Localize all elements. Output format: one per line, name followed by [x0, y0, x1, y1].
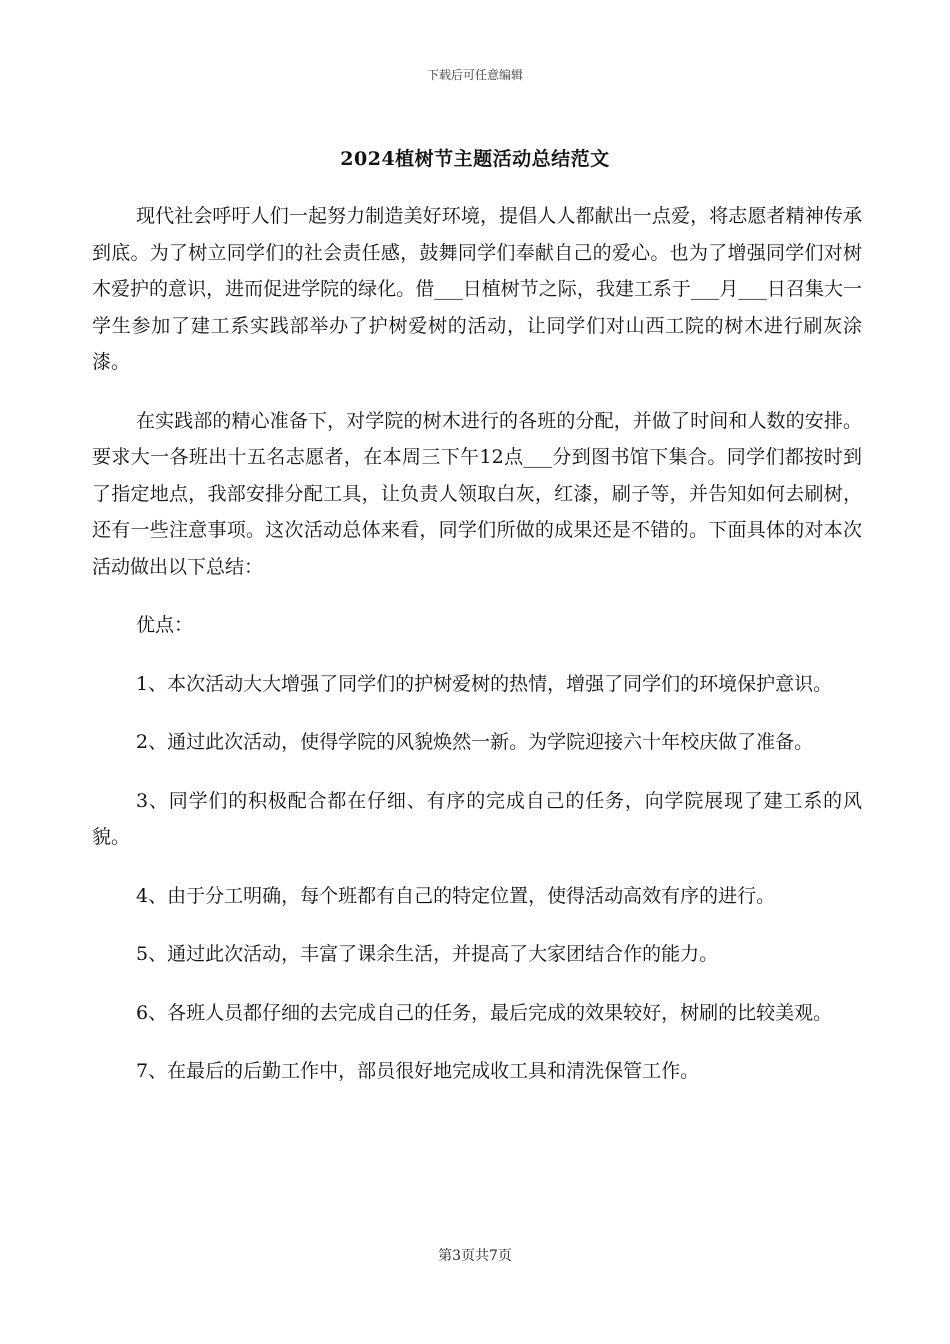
- list-item-4: 4、由于分工明确，每个班都有自己的特定位置，使得活动高效有序的进行。: [136, 884, 776, 907]
- document-title: 2024植树节主题活动总结范文: [340, 148, 610, 170]
- list-item-2: 2、通过此次活动，使得学院的风貌焕然一新。为学院迎接六十年校庆做了准备。: [136, 731, 814, 753]
- list-item-3: 3、同学们的积极配合都在仔细、有序的完成自己的任务，向学院展现了建工系的风貌。: [92, 789, 862, 848]
- list-item-7: 7、在最后的后勤工作中，部员很好地完成收工具和清洗保管工作。: [136, 1060, 700, 1082]
- page-number-footer: 第3页共7页: [438, 1248, 512, 1264]
- paragraph-preparation: 在实践部的精心准备下，对学院的树木进行的各班的分配，并做了时间和人数的安排。要求大一各班出十五名志愿者，在本周三下午12点___分到图书馆下集合。同学们都按时到了指定地点，我部安排分配工具，让负责人领取白灰，红漆，刷子等，并告知如何去刷树，还有一些注意事项。这次活动总体来看，同学们所做的成果还是不错的。下面具体的对本次活动做出以下总结：: [92, 409, 862, 578]
- paragraph-intro: 现代社会呼吁人们一起努力制造美好环境，提倡人人都献出一点爱，将志愿者精神传承到底。为了树立同学们的社会责任感，鼓舞同学们奉献自己的爱心。也为了增强同学们对树木爱护的意识，进而促进学院的绿化。借___日植树节之际，我建工系于___月___日召集大一学生参加了建工系实践部举办了护树爱树的活动，让同学们对山西工院的树木进行刷灰涂漆。: [92, 205, 862, 373]
- list-item-6: 6、各班人员都仔细的去完成自己的任务，最后完成的效果较好，树刷的比较美观。: [136, 1001, 833, 1024]
- document-body: [92, 198, 862, 1112]
- header-note: 下载后可任意编辑: [426, 68, 523, 82]
- paragraph-advantages-heading: 优点：: [136, 614, 194, 636]
- list-item-5: 5、通过此次活动，丰富了课余生活，并提高了大家团结合作的能力。: [136, 943, 719, 965]
- list-item-1: 1、本次活动大大增强了同学们的护树爱树的热情，增强了同学们的环境保护意识。: [136, 672, 833, 695]
